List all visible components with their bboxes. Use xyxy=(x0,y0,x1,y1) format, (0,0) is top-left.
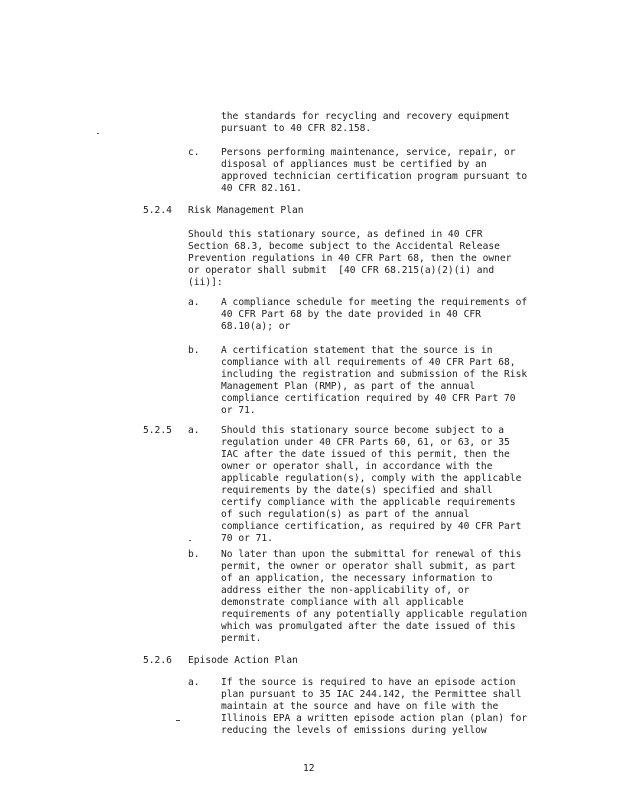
body-line: maintain at the source and have on file with the xyxy=(221,701,499,712)
body-line: Should this stationary source, as defined in 40 CFR xyxy=(188,229,483,240)
body-line: or 71. xyxy=(221,405,256,416)
list-marker: a. xyxy=(188,297,200,308)
body-line: No later than upon the submittal for renewal of this xyxy=(221,549,522,560)
body-line: permit, the owner or operator shall submit, as part xyxy=(221,561,516,572)
list-marker: b. xyxy=(188,549,200,560)
body-line: applicable regulation(s), comply with the applicable xyxy=(221,473,522,484)
scan-mark xyxy=(97,133,99,134)
section-number: 5.2.5 xyxy=(143,425,172,436)
body-line: disposal of appliances must be certified by an xyxy=(221,159,487,170)
scan-mark xyxy=(176,720,180,721)
body-line: address either the non-applicability of, or xyxy=(221,585,470,596)
body-line: permit. xyxy=(221,633,262,644)
body-line: requirements by the date(s) specified and shall xyxy=(221,485,493,496)
section-heading: Risk Management Plan xyxy=(188,205,304,216)
body-line: compliance with all requirements of 40 CFR Part 68, xyxy=(221,357,516,368)
list-marker: c. xyxy=(188,147,200,158)
body-line: Should this stationary source become subject to a xyxy=(221,425,505,436)
body-line: If the source is required to have an episode action xyxy=(221,677,516,688)
body-line: of an application, the necessary information to xyxy=(221,573,493,584)
body-line: regulation under 40 CFR Parts 60, 61, or 63, or 35 xyxy=(221,437,510,448)
body-line: IAC after the date issued of this permit, then the xyxy=(221,449,510,460)
body-line: 68.10(a); or xyxy=(221,321,291,332)
body-line: requirements of any potentially applicable regulation xyxy=(221,609,528,620)
body-line: plan pursuant to 35 IAC 244.142, the Permittee shall xyxy=(221,689,522,700)
body-line: 40 CFR Part 68 by the date provided in 40 CFR xyxy=(221,309,481,320)
body-line: Illinois EPA a written episode action plan (plan) for xyxy=(221,713,528,724)
body-line: certify compliance with the applicable requirements xyxy=(221,497,516,508)
body-line: or operator shall submit [40 CFR 68.215(a)(2)(i) and xyxy=(188,265,495,276)
body-line: (ii)]: xyxy=(188,277,223,288)
body-line: Prevention regulations in 40 CFR Part 68, then the owner xyxy=(188,253,512,264)
body-line: A certification statement that the source is in xyxy=(221,345,493,356)
body-line: including the registration and submission of the Risk xyxy=(221,369,528,380)
body-line: owner or operator shall, in accordance with the xyxy=(221,461,493,472)
body-line: A compliance schedule for meeting the requirements of xyxy=(221,297,528,308)
body-line: Section 68.3, become subject to the Accidental Release xyxy=(188,241,500,252)
list-marker: a. xyxy=(188,677,200,688)
page-number: 12 xyxy=(303,763,315,774)
body-line: the standards for recycling and recovery equipment xyxy=(221,111,510,122)
section-number: 5.2.4 xyxy=(143,205,172,216)
body-line: of such regulation(s) as part of the annual xyxy=(221,509,470,520)
scan-mark xyxy=(189,540,191,541)
list-marker: b. xyxy=(188,345,200,356)
section-number: 5.2.6 xyxy=(143,655,172,666)
body-line: Persons performing maintenance, service, repair, or xyxy=(221,147,516,158)
body-line: Management Plan (RMP), as part of the annual xyxy=(221,381,476,392)
body-line: compliance certification required by 40 CFR Part 70 xyxy=(221,393,516,404)
body-line: demonstrate compliance with all applicable xyxy=(221,597,464,608)
body-line: approved technician certification program pursuant to xyxy=(221,171,528,182)
section-heading: Episode Action Plan xyxy=(188,655,298,666)
list-marker: a. xyxy=(188,425,200,436)
body-line: reducing the levels of emissions during yellow xyxy=(221,725,487,736)
body-line: 40 CFR 82.161. xyxy=(221,183,302,194)
body-line: compliance certification, as required by 40 CFR Part xyxy=(221,521,522,532)
body-line: which was promulgated after the date issued of this xyxy=(221,621,516,632)
body-line: pursuant to 40 CFR 82.158. xyxy=(221,123,372,134)
body-line: 70 or 71. xyxy=(221,533,273,544)
